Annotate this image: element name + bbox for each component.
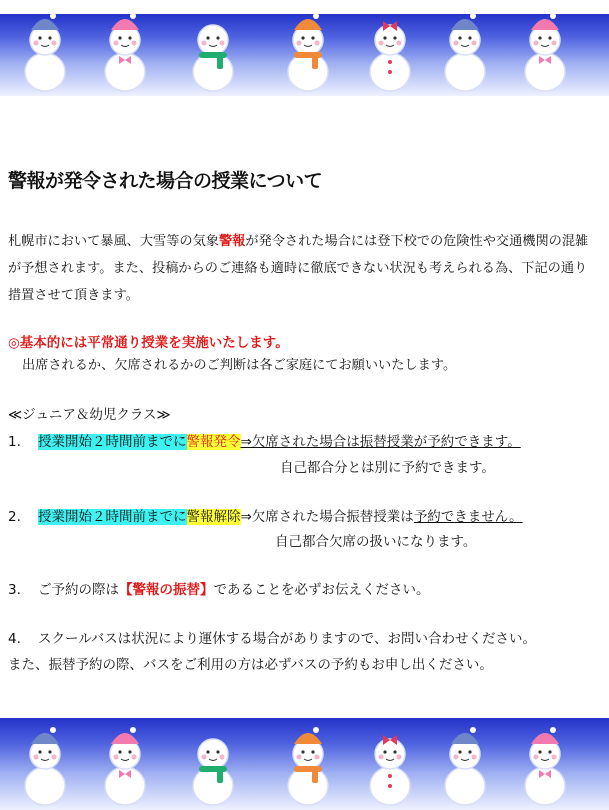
snowman-pink-hat-icon <box>105 727 145 805</box>
list-item-2 <box>8 505 523 525</box>
item-text: スクールバスは状況により運休する場合がありますので、お問い合わせください。 <box>38 631 537 647</box>
item-text-post: であることを必ずお伝えください。 <box>213 582 430 598</box>
item-text: ⇒欠席された場合振替授業は <box>240 509 414 525</box>
item-number: 3. <box>8 582 21 598</box>
snowman-banner-bottom <box>0 718 609 810</box>
basic-policy: ◎基本的には平常通り授業を実施いたします。 <box>8 335 289 351</box>
item-text-underlined: 予約できません。 <box>413 509 523 525</box>
snowman-pink-hat-icon <box>525 14 565 91</box>
item-text-red: 【警報の振替】 <box>119 582 214 598</box>
item-text: ⇒欠席された場合は振替授業が予約できます。 <box>240 434 521 450</box>
list-item-4-note: また、振替予約の際、バスをご利用の方は必ずバスの予約もお申し出ください。 <box>8 657 493 673</box>
snowman-row <box>0 718 609 810</box>
snowman-row <box>0 14 609 96</box>
snowman-red-bow-icon <box>370 735 410 805</box>
snowman-pink-hat-icon <box>105 14 145 91</box>
intro-paragraph <box>8 228 598 309</box>
snowman-orange-hat-icon <box>288 727 328 805</box>
list-item-3 <box>8 578 430 598</box>
snowman-green-scarf-icon <box>193 739 233 805</box>
cyan-highlight: 授業開始２時間前までに <box>38 434 187 450</box>
warning-keyword: 警報 <box>219 234 246 249</box>
snowman-banner-top <box>0 14 609 96</box>
list-item-4 <box>8 627 536 647</box>
snowman-orange-hat-icon <box>288 14 328 91</box>
snowman-blue-hat-icon <box>25 727 65 805</box>
list-item-1 <box>8 430 521 450</box>
yellow-highlight: 警報解除 <box>186 509 241 525</box>
snowman-green-scarf-icon <box>193 25 233 91</box>
intro-text-part1: 札幌市において暴風、大雪等の気象 <box>8 234 219 249</box>
cyan-highlight: 授業開始２時間前までに <box>38 509 187 525</box>
class-heading: ≪ジュニア＆幼児クラス≫ <box>8 407 171 423</box>
list-item-2-note: 自己都合欠席の扱いになります。 <box>275 534 477 550</box>
intro-text-part2: が発令された場合には登下校での危険性や交通機関の混雑が予想されます。また、投稿からのご連絡も適時に徹底できない状況も考えられる為、下記の通り措置させて頂きます。 <box>8 234 589 303</box>
page-title: 警報が発令された場合の授業について <box>8 170 323 192</box>
snowman-pink-hat-icon <box>525 727 565 805</box>
item-number: 4. <box>8 631 21 647</box>
snowman-blue-hat-icon <box>445 727 485 805</box>
list-item-1-note: 自己都合分とは別に予約できます。 <box>280 460 495 476</box>
snowman-blue-hat-icon <box>445 14 485 91</box>
snowman-blue-hat-icon <box>25 14 65 91</box>
item-number: 1. <box>8 434 21 450</box>
item-text-pre: ご予約の際は <box>38 582 119 598</box>
basic-policy-note: 出席されるか、欠席されるかのご判断は各ご家庭にてお願いいたします。 <box>22 358 457 373</box>
snowman-red-bow-icon <box>370 21 410 91</box>
item-number: 2. <box>8 509 21 525</box>
yellow-highlight: 警報発令 <box>186 434 241 450</box>
